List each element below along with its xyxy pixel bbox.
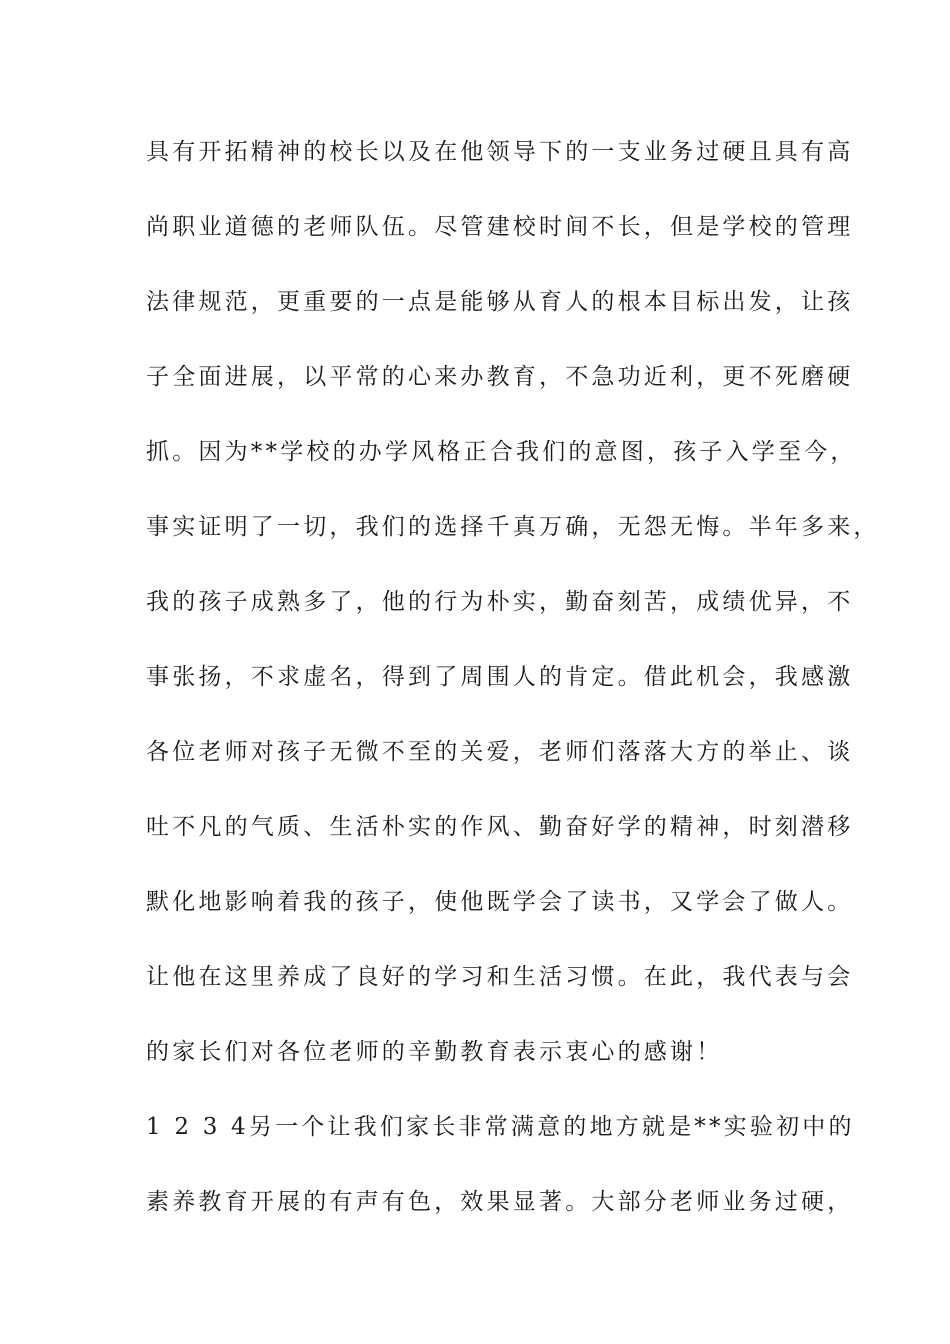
- text-line: 法律规范，更重要的一点是能够从育人的根本目标出发，让孩: [146, 289, 854, 315]
- text-line: 各位老师对孩子无微不至的关爱，老师们落落大方的举止、谈: [146, 739, 854, 765]
- text-line: 默化地影响着我的孩子，使他既学会了读书，又学会了做人。: [146, 889, 854, 915]
- text-line: 事实证明了一切，我们的选择千真万确，无怨无悔。半年多来，: [146, 514, 880, 540]
- document-body-text: [146, 130, 880, 1255]
- text-line: 素养教育开展的有声有色，效果显著。大部分老师业务过硬，: [146, 1189, 854, 1215]
- text-line: 抓。因为**学校的办学风格正合我们的意图，孩子入学至今，: [146, 439, 857, 465]
- text-line: 的家长们对各位老师的辛勤教育表示衷心的感谢！: [146, 1039, 723, 1065]
- text-line: 事张扬，不求虚名，得到了周围人的肯定。借此机会，我感激: [146, 664, 854, 690]
- text-line: 我的孩子成熟多了，他的行为朴实，勤奋刻苦，成绩优异，不: [146, 589, 854, 615]
- text-line: 子全面进展，以平常的心来办教育，不急功近利，更不死磨硬: [146, 364, 854, 390]
- text-line: 吐不凡的气质、生活朴实的作风、勤奋好学的精神，时刻潜移: [146, 814, 854, 840]
- text-line: 具有开拓精神的校长以及在他领导下的一支业务过硬且具有高: [146, 139, 854, 165]
- text-line: 让他在这里养成了良好的学习和生活习惯。在此，我代表与会: [146, 964, 854, 990]
- text-line: 尚职业道德的老师队伍。尽管建校时间不长，但是学校的管理: [146, 214, 854, 240]
- text-line: 1 2 3 4另一个让我们家长非常满意的地方就是**实验初中的: [146, 1114, 855, 1140]
